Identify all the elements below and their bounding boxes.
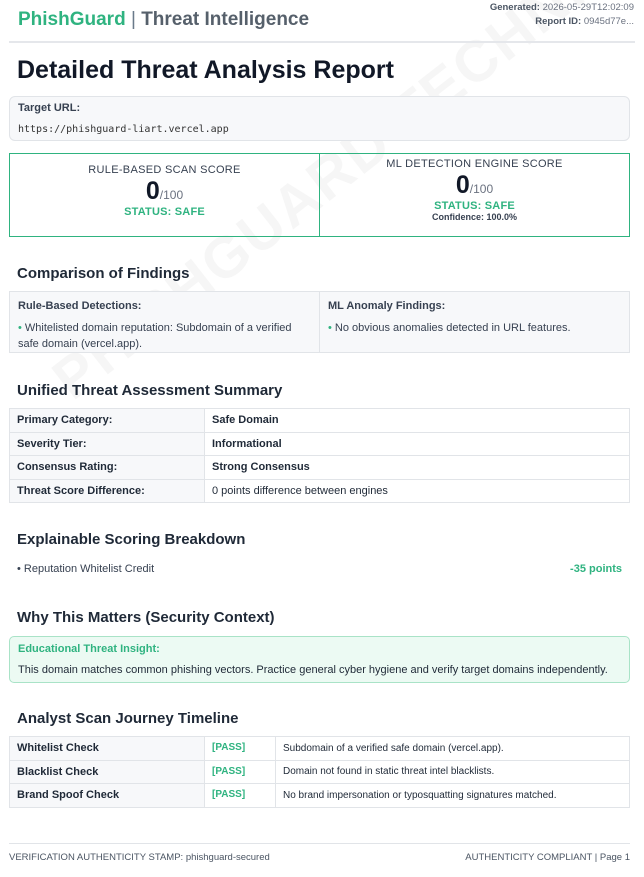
rule-findings: [10, 292, 319, 352]
timeline-result-badge: [PASS]: [205, 760, 276, 784]
ml-score-denominator: /100: [469, 182, 494, 196]
rule-findings-heading: Rule-Based Detections:: [18, 300, 142, 312]
rule-score-title: RULE-BASED SCAN SCORE: [88, 164, 241, 176]
table-row: [10, 737, 630, 761]
ml-findings: [319, 292, 629, 352]
target-url-label: Target URL:: [18, 102, 81, 114]
summary-key: Severity Tier:: [10, 432, 205, 456]
summary-value: Strong Consensus: [205, 456, 630, 480]
ml-score-box: [319, 154, 629, 236]
target-url-panel: [9, 96, 630, 141]
ml-confidence: Confidence: 100.0%: [431, 212, 518, 222]
report-meta: [490, 1, 634, 29]
rule-score-box: [10, 154, 319, 236]
comparison-panel: [9, 291, 630, 353]
rule-finding-text: Whitelisted domain reputation: Subdomain of a verified safe domain (vercel.app).: [18, 322, 292, 350]
generated-label: Generated:: [489, 2, 540, 13]
bullet-icon: •: [328, 322, 332, 334]
insight-body: This domain matches common phishing vectors. Practice general cyber hygiene and verify target domains independently.: [18, 664, 608, 676]
timeline-table: [9, 736, 630, 808]
table-row: [10, 409, 630, 433]
bullet-icon: •: [18, 322, 22, 334]
timeline-result-badge: [PASS]: [205, 784, 276, 808]
brand-name: PhishGuard: [18, 9, 126, 30]
timeline-result-badge: [PASS]: [205, 737, 276, 761]
insight-title: Educational Threat Insight:: [18, 643, 160, 655]
brand-subtitle: Threat Intelligence: [141, 9, 310, 30]
breakdown-heading: Explainable Scoring Breakdown: [17, 531, 246, 548]
rule-finding-item: [18, 320, 311, 352]
ml-score-status: STATUS: SAFE: [434, 200, 515, 212]
rule-score-value: [10, 177, 319, 206]
footer-page-info: AUTHENTICITY COMPLIANT | Page 1: [465, 852, 630, 863]
generated-value: 2026-05-29T12:02:09: [542, 2, 634, 13]
timeline-detail: Subdomain of a verified safe domain (vercel.app).: [276, 737, 630, 761]
table-row: [10, 760, 630, 784]
summary-key: Threat Score Difference:: [10, 479, 205, 503]
brand-logo: [18, 9, 309, 31]
summary-key: Primary Category:: [10, 409, 205, 433]
report-id-value: 0945d77e...: [583, 16, 634, 27]
summary-value: Safe Domain: [205, 409, 630, 433]
rule-score-number: 0: [145, 177, 160, 205]
timeline-detail: No brand impersonation or typosquatting signatures matched.: [276, 784, 630, 808]
summary-heading: Unified Threat Assessment Summary: [17, 382, 283, 399]
timeline-heading: Analyst Scan Journey Timeline: [17, 710, 239, 727]
context-heading: Why This Matters (Security Context): [17, 609, 275, 626]
table-row: [10, 479, 630, 503]
table-row: [10, 432, 630, 456]
timeline-detail: Domain not found in static threat intel blacklists.: [276, 760, 630, 784]
target-url-value: https://phishguard-liart.vercel.app: [18, 124, 229, 135]
ml-finding-text: No obvious anomalies detected in URL features.: [334, 322, 571, 334]
summary-value: 0 points difference between engines: [205, 479, 630, 503]
summary-table: [9, 408, 630, 503]
rule-score-status: STATUS: SAFE: [124, 206, 205, 218]
rule-score-denominator: /100: [159, 188, 184, 202]
footer-stamp: VERIFICATION AUTHENTICITY STAMP: phishguard-secured: [9, 852, 270, 863]
report-header: [9, 0, 635, 43]
comparison-heading: Comparison of Findings: [17, 265, 190, 282]
timeline-step: Brand Spoof Check: [10, 784, 205, 808]
ml-findings-heading: ML Anomaly Findings:: [328, 300, 446, 312]
report-id-label: Report ID:: [535, 16, 582, 27]
breakdown-points: -35 points: [570, 563, 622, 575]
ml-finding-item: [328, 320, 621, 336]
summary-key: Consensus Rating:: [10, 456, 205, 480]
ml-score-title: ML DETECTION ENGINE SCORE: [386, 158, 563, 170]
ml-score-value: [320, 171, 629, 200]
report-footer: [9, 843, 630, 863]
summary-value: Informational: [205, 432, 630, 456]
table-row: [10, 784, 630, 808]
insight-callout: [9, 636, 630, 683]
page-title: Detailed Threat Analysis Report: [17, 56, 394, 84]
table-row: [10, 456, 630, 480]
timeline-step: Whitelist Check: [10, 737, 205, 761]
score-panel: [9, 153, 630, 237]
breakdown-item: • Reputation Whitelist Credit: [17, 563, 155, 575]
breakdown-row: [17, 563, 622, 575]
timeline-step: Blacklist Check: [10, 760, 205, 784]
ml-score-number: 0: [455, 171, 470, 199]
brand-separator: |: [130, 9, 136, 30]
